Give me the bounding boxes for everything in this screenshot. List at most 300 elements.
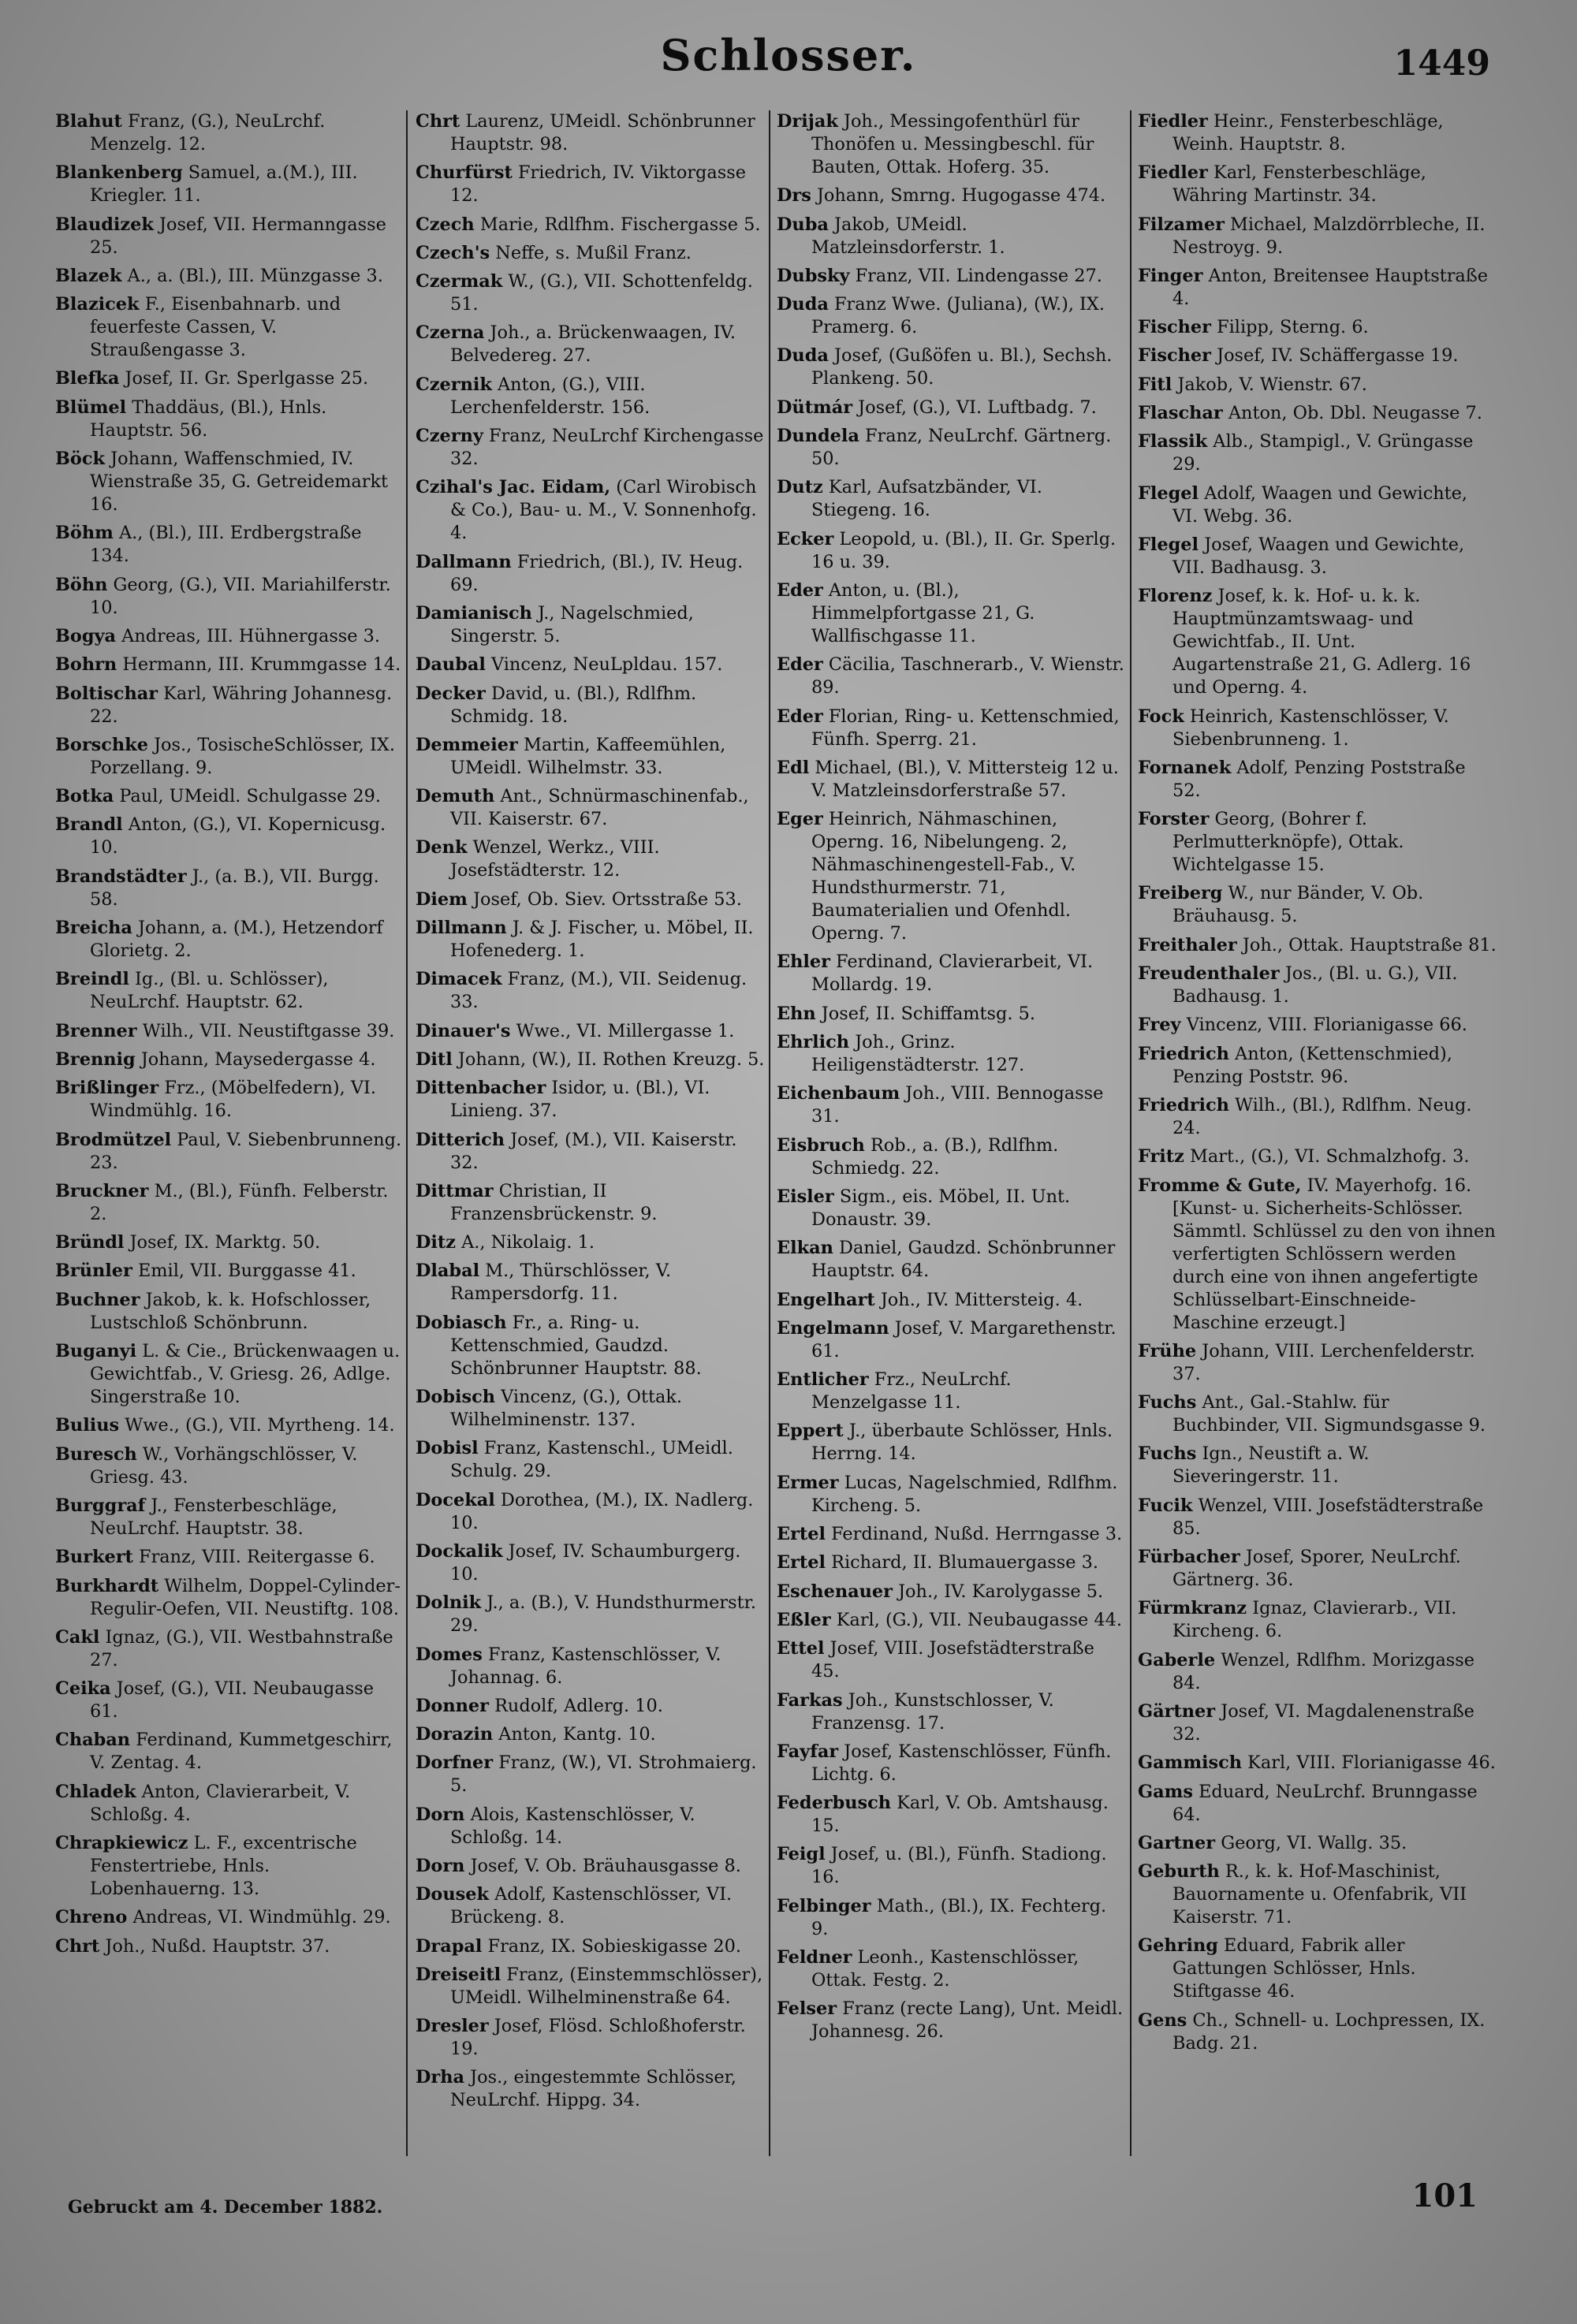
- entry-details: Joh., a. Brückenwaagen, IV. Belvedereg. 27.: [450, 322, 736, 367]
- directory-column-3: [777, 110, 1128, 2152]
- entry-name: Flegel: [1138, 482, 1199, 504]
- entry-details: J., überbaute Schlösser, Hnls. Herrng. 14.: [811, 1421, 1113, 1465]
- directory-entry: [55, 866, 402, 911]
- directory-entry: [1138, 934, 1497, 957]
- entry-details: Anton, u. (Bl.), Himmelpfortgasse 21, G. Wallfischgasse 11.: [811, 579, 1035, 646]
- entry-details: Karl, Fensterbeschläge, Währing Martinstr. 34.: [1172, 162, 1426, 207]
- directory-entry: [416, 1883, 766, 1929]
- entry-details: Leonh., Kastenschlösser, Ottak. Festg. 2.: [811, 1946, 1079, 1991]
- entry-name: Brodmützel: [55, 1129, 172, 1150]
- entry-name: Ehler: [777, 952, 830, 973]
- entry-name: Buresch: [55, 1443, 137, 1465]
- directory-entry: [1138, 1546, 1497, 1592]
- entry-details: Andreas, III. Hühnergasse 3.: [121, 625, 381, 646]
- entry-name: Freudenthaler: [1138, 963, 1280, 985]
- directory-entry: [777, 1186, 1128, 1231]
- directory-entry: [1138, 1781, 1497, 1827]
- entry-details: L. & Cie., Brückenwaagen u. Gewichtfab., V. Griesg. 26, Adlge. Singerstraße 10.: [90, 1341, 401, 1408]
- entry-details: Fr., a. Ring- u. Kettenschmied, Gaudzd. Schönbrunner Hauptstr. 88.: [450, 1312, 702, 1379]
- directory-entry: [55, 1414, 402, 1437]
- entry-name: Brandl: [55, 814, 123, 836]
- directory-entry: [416, 683, 766, 728]
- directory-entry: [777, 1082, 1128, 1128]
- directory-entry: [55, 1340, 402, 1409]
- entry-details: J., Nagelschmied, Singerstr. 5.: [450, 602, 694, 646]
- directory-entry: [55, 1832, 402, 1901]
- entry-details: Daniel, Gaudzd. Schönbrunner Hauptstr. 64.: [811, 1238, 1116, 1282]
- entry-name: Friedrich: [1138, 1094, 1229, 1115]
- directory-entry: [777, 1317, 1128, 1363]
- entry-name: Damianisch: [416, 602, 532, 624]
- directory-entry: [55, 265, 402, 288]
- entry-name: Gehring: [1138, 1935, 1218, 1957]
- entry-details: Neffe, s. Mußil Franz.: [495, 242, 692, 263]
- entry-name: Brünler: [55, 1261, 132, 1282]
- directory-entry: [55, 1495, 402, 1540]
- entry-details: Michael, Malzdörrbleche, II. Nestroyg. 9.: [1172, 214, 1486, 258]
- entry-name: Chrt: [55, 1935, 100, 1957]
- entry-name: Dobisl: [416, 1438, 479, 1459]
- directory-entry: [777, 951, 1128, 996]
- directory-entry: [1138, 402, 1497, 425]
- directory-entry: [55, 1626, 402, 1672]
- directory-entry: [55, 1020, 402, 1043]
- entry-details: Frz., NeuLrchf. Menzelgasse 11.: [811, 1369, 1012, 1413]
- page-number: 1449: [1393, 43, 1490, 84]
- entry-details: Ch., Schnell- u. Lochpressen, IX. Badg. 21.: [1172, 2009, 1486, 2054]
- entry-name: Flaschar: [1138, 403, 1223, 424]
- entry-name: Demuth: [416, 786, 495, 807]
- directory-entry: [55, 448, 402, 516]
- entry-name: Duba: [777, 214, 829, 235]
- entry-name: Dockalik: [416, 1540, 503, 1562]
- entry-name: Brennig: [55, 1048, 136, 1070]
- entry-details: Frz., (Möbelfedern), VI. Windmühlg. 16.: [90, 1078, 376, 1122]
- directory-entry: [777, 1637, 1128, 1683]
- entry-name: Freithaler: [1138, 934, 1237, 955]
- entry-name: Böhm: [55, 523, 114, 544]
- entry-details: Joh., Kunstschlosser, V. Franzensg. 17.: [811, 1689, 1054, 1734]
- entry-name: Duda: [777, 294, 829, 315]
- entry-details: Ignaz, (G.), VII. Westbahnstraße 27.: [90, 1626, 393, 1670]
- entry-name: Chrt: [416, 111, 460, 132]
- entry-details: Jakob, k. k. Hofschlosser, Lustschloß Schönbrunn.: [90, 1289, 371, 1333]
- entry-details: Josef, Kastenschlösser, Fünfh. Lichtg. 6.: [811, 1741, 1112, 1785]
- entry-details: Franz, Kastenschlösser, V. Johannag. 6.: [450, 1644, 721, 1688]
- entry-name: Breindl: [55, 969, 129, 990]
- entry-details: Jos., TosischeSchlösser, IX. Porzellang. 9.: [90, 734, 395, 778]
- page-title: Schlosser.: [660, 30, 917, 80]
- entry-name: Daubal: [416, 654, 486, 676]
- entry-name: Fürbacher: [1138, 1547, 1240, 1568]
- entry-name: Dillmann: [416, 918, 507, 939]
- entry-details: Josef, (M.), VII. Kaiserstr. 32.: [450, 1129, 737, 1173]
- entry-details: Wwe., VI. Millergasse 1.: [516, 1020, 735, 1041]
- entry-name: Czernik: [416, 374, 492, 395]
- entry-details: Ignaz, Clavierarb., VII. Kircheng. 6.: [1172, 1598, 1457, 1642]
- entry-name: Blefka: [55, 368, 120, 389]
- entry-details: Eduard, Fabrik aller Gattungen Schlösser, Hnls. Stiftgasse 46.: [1172, 1935, 1416, 2002]
- directory-entry: [777, 1895, 1128, 1941]
- entry-name: Dousek: [416, 1884, 489, 1905]
- entry-name: Ermer: [777, 1472, 839, 1493]
- sheet-number: 101: [1411, 2177, 1478, 2214]
- directory-entry: [1138, 1175, 1497, 1335]
- directory-entry: [1138, 1043, 1497, 1089]
- directory-entry: [1138, 345, 1497, 367]
- entry-name: Brandstädter: [55, 866, 187, 887]
- entry-details: Michael, (Bl.), V. Mittersteig 12 u. V. Matzleinsdorferstraße 57.: [811, 757, 1119, 801]
- entry-details: Vincenz, (G.), Ottak. Wilhelminenstr. 137.: [450, 1387, 683, 1431]
- entry-name: Bogya: [55, 625, 117, 646]
- entry-details: J., (a. B.), VII. Burgg. 58.: [90, 866, 379, 910]
- entry-name: Dobisch: [416, 1387, 496, 1408]
- entry-name: Fayfar: [777, 1741, 839, 1762]
- directory-entry: [777, 184, 1128, 207]
- entry-details: Anton, Breitensee Hauptstraße 4.: [1172, 265, 1488, 309]
- entry-name: Ertel: [777, 1524, 826, 1545]
- directory-entry: [55, 1231, 402, 1254]
- directory-entry: [777, 293, 1128, 339]
- entry-name: Fromme & Gute,: [1138, 1175, 1302, 1196]
- directory-entry: [1138, 316, 1497, 339]
- entry-name: Dallmann: [416, 551, 512, 572]
- directory-entry: [1138, 1014, 1497, 1037]
- entry-name: Eppert: [777, 1421, 844, 1442]
- directory-entry: [777, 476, 1128, 522]
- directory-entry: [1138, 1860, 1497, 1929]
- entry-details: Ant., Schnürmaschinenfab., VII. Kaiserstr. 67.: [450, 786, 749, 830]
- entry-name: Ditl: [416, 1048, 453, 1070]
- directory-entry: [1138, 265, 1497, 311]
- entry-details: A., Nikolaig. 1.: [461, 1232, 595, 1253]
- entry-details: Josef, VIII. Josefstädterstraße 45.: [811, 1638, 1094, 1682]
- entry-details: Josef, u. (Bl.), Fünfh. Stadiong. 16.: [811, 1844, 1107, 1888]
- entry-name: Dorfner: [416, 1752, 494, 1774]
- entry-details: Ferdinand, Nußd. Herrngasse 3.: [831, 1524, 1123, 1545]
- directory-entry: [55, 1575, 402, 1621]
- entry-name: Frey: [1138, 1015, 1181, 1036]
- entry-details: Franz (recte Lang), Unt. Meidl. Johannesg. 26.: [811, 1998, 1124, 2043]
- entry-name: Borschke: [55, 734, 148, 755]
- entry-name: Blazek: [55, 265, 122, 286]
- entry-details: Josef, (G.), VI. Luftbadg. 7.: [858, 397, 1097, 418]
- directory-entry: [1138, 706, 1497, 751]
- entry-details: Math., (Bl.), IX. Fechterg. 9.: [811, 1895, 1107, 1939]
- entry-details: Cäcilia, Taschnerarb., V. Wienstr. 89.: [811, 654, 1124, 698]
- entry-name: Dorn: [416, 1855, 465, 1876]
- entry-details: Josef, II. Gr. Sperlgasse 25.: [125, 368, 369, 389]
- entry-details: Emil, VII. Burggasse 41.: [137, 1261, 356, 1282]
- directory-column-2: [416, 110, 766, 2152]
- directory-entry: [1138, 1443, 1497, 1488]
- entry-details: Franz, VIII. Reitergasse 6.: [139, 1547, 375, 1568]
- entry-name: Fürmkranz: [1138, 1598, 1247, 1619]
- entry-name: Friedrich: [1138, 1043, 1229, 1064]
- directory-entry: [777, 1609, 1128, 1632]
- entry-details: Wenzel, VIII. Josefstädterstraße 85.: [1172, 1495, 1484, 1539]
- entry-name: Eschenauer: [777, 1581, 893, 1602]
- entry-name: Burkhardt: [55, 1575, 159, 1596]
- directory-entry: [777, 1946, 1128, 1992]
- directory-entry: [777, 1843, 1128, 1889]
- directory-entry: [777, 1523, 1128, 1546]
- entry-name: Geburth: [1138, 1861, 1220, 1883]
- entry-details: Josef, Sporer, NeuLrchf. Gärtnerg. 36.: [1172, 1547, 1461, 1591]
- directory-entry: [1138, 1649, 1497, 1695]
- entry-details: Franz, (Einstemmschlösser), UMeidl. Wilhelminenstraße 64.: [450, 1964, 763, 2008]
- entry-details: Friedrich, (Bl.), IV. Heug. 69.: [450, 551, 744, 595]
- entry-name: Czermak: [416, 271, 503, 292]
- directory-entry: [416, 110, 766, 156]
- entry-details: Josef, Waagen und Gewichte, VII. Badhausg. 3.: [1172, 534, 1465, 578]
- directory-entry: [55, 293, 402, 362]
- entry-name: Feldner: [777, 1946, 852, 1968]
- entry-name: Burggraf: [55, 1495, 146, 1516]
- entry-name: Fiedler: [1138, 111, 1208, 132]
- entry-name: Domes: [416, 1644, 483, 1665]
- entry-name: Cakl: [55, 1626, 100, 1648]
- directory-entry: [1138, 1832, 1497, 1855]
- entry-details: W., Vorhängschlösser, V. Griesg. 43.: [90, 1443, 358, 1488]
- entry-name: Gams: [1138, 1781, 1193, 1802]
- entry-name: Drha: [416, 2067, 465, 2088]
- entry-details: Franz, IX. Sobieskigasse 20.: [487, 1935, 742, 1957]
- entry-name: Bulius: [55, 1415, 120, 1436]
- entry-details: L. F., excentrische Fenstertriebe, Hnls. Lobenhauerng. 13.: [90, 1832, 357, 1899]
- directory-entry: [416, 1489, 766, 1535]
- entry-name: Chaban: [55, 1730, 131, 1751]
- entry-details: Karl, (G.), VII. Neubaugasse 44.: [836, 1609, 1122, 1630]
- entry-name: Fritz: [1138, 1146, 1184, 1168]
- entry-name: Breicha: [55, 918, 132, 939]
- entry-details: Martin, Kaffeemühlen, UMeidl. Wilhelmstr. 33.: [450, 734, 726, 778]
- entry-details: Joh., VIII. Bennogasse 31.: [811, 1083, 1104, 1127]
- entry-details: R., k. k. Hof-Maschinist, Bauornamente u. Ofenfabrik, VII Kaiserstr. 71.: [1172, 1861, 1467, 1928]
- entry-details: Jakob, V. Wienstr. 67.: [1177, 374, 1367, 395]
- directory-entry: [416, 1723, 766, 1746]
- directory-entry: [1138, 1145, 1497, 1168]
- directory-entry: [416, 836, 766, 882]
- entry-details: Anton, Kantg. 10.: [498, 1724, 656, 1745]
- entry-details: J., Fensterbeschläge, NeuLrchf. Hauptstr. 38.: [90, 1495, 337, 1539]
- entry-details: Josef, V. Ob. Bräuhausgasse 8.: [470, 1855, 741, 1876]
- entry-name: Dorn: [416, 1804, 465, 1825]
- directory-entry: [416, 551, 766, 597]
- directory-entry: [416, 476, 766, 545]
- entry-details: Adolf, Waagen und Gewichte, VI. Webg. 36.: [1172, 482, 1468, 527]
- directory-entry: [1138, 808, 1497, 877]
- directory-entry: [416, 1260, 766, 1305]
- entry-name: Brißlinger: [55, 1078, 159, 1099]
- entry-details: Adolf, Penzing Poststraße 52.: [1172, 757, 1466, 801]
- entry-details: Dorothea, (M.), IX. Nadlerg. 10.: [450, 1489, 754, 1533]
- directory-entry: [1138, 1752, 1497, 1775]
- entry-details: W., (G.), VII. Schottenfeldg. 51.: [450, 271, 753, 315]
- entry-details: Franz, VII. Lindengasse 27.: [855, 265, 1102, 286]
- directory-entry: [1138, 963, 1497, 1008]
- entry-details: Johann, Smrng. Hugogasse 474.: [816, 185, 1106, 207]
- directory-entry: [416, 1437, 766, 1483]
- entry-details: Joh., Ottak. Hauptstraße 81.: [1242, 934, 1497, 955]
- directory-entry: [777, 1420, 1128, 1466]
- entry-name: Decker: [416, 683, 486, 704]
- entry-name: Gärtner: [1138, 1700, 1216, 1722]
- entry-details: Paul, V. Siebenbrunneng. 23.: [90, 1129, 402, 1173]
- entry-details: Josef, Ob. Siev. Ortsstraße 53.: [473, 888, 742, 910]
- directory-entry: [1138, 1391, 1497, 1437]
- entry-details: Joh., Grinz. Heiligenstädterstr. 127.: [811, 1032, 1025, 1076]
- directory-entry: [1138, 585, 1497, 699]
- entry-name: Chreno: [55, 1907, 128, 1928]
- directory-entry: [416, 242, 766, 265]
- directory-entry: [416, 734, 766, 780]
- directory-entry: [777, 706, 1128, 751]
- entry-details: Ferdinand, Kummetgeschirr, V. Zentag. 4.: [90, 1730, 393, 1774]
- directory-entry: [1138, 1700, 1497, 1746]
- entry-details: Johann, a. (M.), Hetzendorf Glorietg. 2.: [90, 918, 383, 962]
- directory-entry: [416, 1695, 766, 1718]
- directory-entry: [55, 1546, 402, 1569]
- directory-entry: [777, 397, 1128, 419]
- entry-name: Ditz: [416, 1232, 456, 1253]
- directory-entry: [55, 214, 402, 259]
- directory-entry: [55, 683, 402, 728]
- directory-entry: [777, 345, 1128, 390]
- entry-details: Ant., Gal.-Stahlw. für Buchbinder, VII. Sigmundsgasse 9.: [1172, 1392, 1486, 1436]
- entry-name: Ecker: [777, 528, 834, 549]
- directory-entry: [777, 265, 1128, 288]
- entry-details: Josef, VII. Hermanngasse 25.: [90, 214, 386, 258]
- directory-entry: [416, 1855, 766, 1878]
- entry-name: Böhn: [55, 574, 108, 595]
- entry-name: Dutz: [777, 477, 823, 498]
- entry-details: Isidor, u. (Bl.), VI. Linieng. 37.: [450, 1078, 710, 1122]
- entry-details: Georg, VI. Wallg. 35.: [1221, 1832, 1407, 1853]
- entry-details: Karl, VIII. Florianigasse 46.: [1247, 1752, 1496, 1774]
- entry-details: Wilhelm, Doppel-Cylinder-Regulir-Oefen, VII. Neustiftg. 108.: [90, 1575, 401, 1619]
- entry-name: Donner: [416, 1695, 489, 1716]
- entry-details: A., a. (Bl.), III. Münzgasse 3.: [127, 265, 383, 286]
- directory-entry: [55, 1180, 402, 1226]
- directory-entry: [55, 1781, 402, 1827]
- entry-details: Josef, (Gußöfen u. Bl.), Sechsh. Plankeng. 50.: [811, 345, 1113, 389]
- directory-entry: [1138, 2009, 1497, 2055]
- directory-entry: [416, 2015, 766, 2061]
- entry-name: Chrapkiewicz: [55, 1832, 188, 1853]
- entry-details: David, u. (Bl.), Rdlfhm. Schmidg. 18.: [450, 683, 697, 727]
- directory-entry: [777, 528, 1128, 574]
- entry-name: Dlabal: [416, 1261, 480, 1282]
- directory-entry: [55, 1935, 402, 1958]
- entry-name: Buchner: [55, 1289, 140, 1310]
- entry-name: Duda: [777, 345, 829, 367]
- directory-entry: [416, 1180, 766, 1226]
- entry-details: Florian, Ring- u. Kettenschmied, Fünfh. Sperrg. 21.: [811, 706, 1120, 750]
- column-divider: [406, 110, 408, 2156]
- directory-entry: [777, 214, 1128, 259]
- entry-details: Joh., Nußd. Hauptstr. 37.: [105, 1935, 330, 1957]
- directory-entry: [416, 1540, 766, 1586]
- entry-details: Alb., Stampigl., V. Grüngasse 29.: [1172, 431, 1474, 475]
- directory-entry: [777, 1237, 1128, 1283]
- directory-entry: [1138, 1094, 1497, 1140]
- entry-name: Ertel: [777, 1552, 826, 1574]
- directory-entry: [55, 785, 402, 808]
- entry-details: Johann, VIII. Lerchenfelderstr. 37.: [1172, 1340, 1475, 1384]
- entry-details: (Carl Wirobisch & Co.), Bau- u. M., V. Sonnenhofg. 4.: [450, 477, 757, 544]
- entry-name: Dittenbacher: [416, 1078, 546, 1099]
- entry-name: Fischer: [1138, 345, 1211, 367]
- entry-details: Heinr., Fensterbeschläge, Weinh. Hauptstr. 8.: [1172, 111, 1444, 155]
- entry-name: Blaudizek: [55, 214, 154, 235]
- entry-name: Churfürst: [416, 162, 513, 184]
- directory-entry: [55, 1129, 402, 1175]
- entry-name: Fitl: [1138, 374, 1172, 395]
- directory-entry: [416, 1077, 766, 1123]
- directory-entry: [777, 1472, 1128, 1518]
- entry-name: Engelhart: [777, 1289, 875, 1310]
- entry-name: Eger: [777, 809, 823, 830]
- directory-entry: [1138, 214, 1497, 259]
- entry-name: Gens: [1138, 2009, 1187, 2031]
- entry-name: Czerny: [416, 426, 483, 447]
- entry-name: Czech: [416, 214, 475, 235]
- entry-details: Heinrich, Kastenschlösser, V. Siebenbrunneng. 1.: [1172, 706, 1449, 750]
- directory-entry: [55, 1906, 402, 1929]
- entry-details: Sigm., eis. Möbel, II. Unt. Donaustr. 39.: [811, 1186, 1071, 1230]
- directory-entry: [55, 814, 402, 859]
- directory-entry: [1138, 882, 1497, 928]
- entry-details: Vincenz, NeuLpldau. 157.: [491, 654, 723, 676]
- directory-entry: [1138, 1935, 1497, 2003]
- entry-name: Finger: [1138, 265, 1203, 286]
- entry-name: Frühe: [1138, 1340, 1197, 1361]
- directory-entry: [777, 654, 1128, 699]
- entry-details: Wilh., VII. Neustiftgasse 39.: [142, 1020, 395, 1041]
- entry-details: W., nur Bänder, V. Ob. Bräuhausg. 5.: [1172, 883, 1424, 927]
- directory-entry: [416, 1804, 766, 1849]
- entry-name: Burkert: [55, 1547, 133, 1568]
- entry-details: Eduard, NeuLrchf. Brunngasse 64.: [1172, 1781, 1478, 1825]
- entry-name: Eder: [777, 654, 823, 676]
- directory-entry: [1138, 482, 1497, 528]
- directory-entry: [55, 1289, 402, 1335]
- entry-name: Fock: [1138, 706, 1184, 727]
- entry-name: Czihal's Jac. Eidam,: [416, 477, 611, 498]
- directory-entry: [777, 1369, 1128, 1414]
- entry-details: Jos., eingestemmte Schlösser, NeuLrchf. Hippg. 34.: [450, 2067, 736, 2111]
- directory-entry: [55, 522, 402, 568]
- directory-entry: [55, 162, 402, 207]
- entry-name: Dittmar: [416, 1180, 494, 1201]
- entry-name: Denk: [416, 837, 468, 858]
- entry-details: Rudolf, Adlerg. 10.: [494, 1695, 663, 1716]
- directory-entry: [777, 1792, 1128, 1838]
- entry-details: Anton, (Kettenschmied), Penzing Poststr. 96.: [1172, 1043, 1452, 1087]
- entry-details: Samuel, a.(M.), III. Kriegler. 11.: [90, 162, 358, 207]
- entry-details: Franz Wwe. (Juliana), (W.), IX. Pramerg. 6.: [811, 294, 1105, 338]
- entry-details: J., a. (B.), V. Hundsthurmerstr. 29.: [450, 1592, 756, 1637]
- directory-entry: [416, 917, 766, 963]
- entry-details: Josef, (G.), VII. Neubaugasse 61.: [90, 1678, 374, 1723]
- directory-entry: [416, 2066, 766, 2112]
- entry-details: Joh., IV. Mittersteig. 4.: [880, 1289, 1083, 1310]
- entry-name: Bohrn: [55, 654, 117, 676]
- directory-entry: [416, 1231, 766, 1254]
- directory-entry: [416, 785, 766, 831]
- entry-details: Adolf, Kastenschlösser, VI. Brückeng. 8.: [450, 1884, 733, 1928]
